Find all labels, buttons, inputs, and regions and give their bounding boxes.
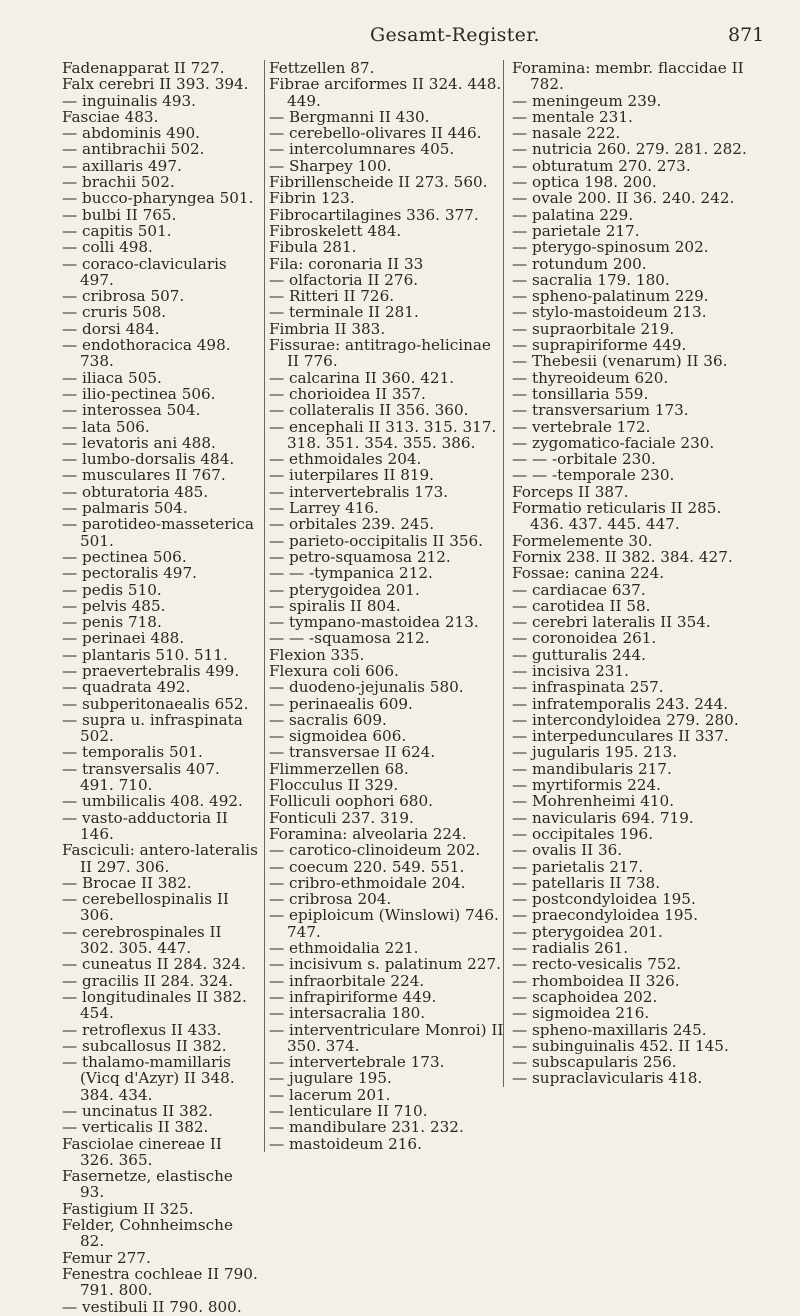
index-entry: Fettzellen 87.: [269, 59, 375, 77]
index-entry: — lenticulare II 710.: [269, 1102, 428, 1120]
index-entry: — lumbo-dorsalis 484.: [62, 450, 235, 469]
index-entry: — ilio-pectinea 506.: [62, 384, 216, 403]
index-entry: — pedis 510.: [62, 580, 162, 599]
index-entry: — rotundum 200.: [512, 254, 647, 273]
index-entry: — temporalis 501.: [62, 743, 203, 762]
index-entry: Fibrillenscheide II 273. 560.: [269, 173, 488, 192]
index-entry: — ethmoidalia 221.: [269, 939, 419, 958]
index-entry: — pectoralis 497.: [62, 564, 197, 583]
index-entry: — intercolumnares 405.: [269, 140, 455, 159]
index-entry: — olfactoria II 276.: [269, 270, 419, 289]
index-entry: — orbitales 239. 245.: [269, 515, 435, 534]
index-entry: — subcallosus II 382.: [62, 1036, 227, 1055]
index-entry: Foramina: membr. flaccidae II 782.: [512, 59, 749, 94]
index-entry: — spheno-maxillaris 245.: [512, 1020, 707, 1039]
index-entry: — nasale 222.: [512, 124, 621, 143]
index-entry: — parietalis 217.: [512, 857, 644, 876]
index-entry: Flocculus II 329.: [269, 776, 399, 795]
index-entry: — transversalis 407. 491. 710.: [62, 759, 225, 795]
index-entry: — praevertebralis 499.: [62, 661, 240, 680]
index-entry: — cribro-ethmoidale 204.: [269, 873, 466, 892]
index-entry: — interventriculare Monroi) II 350. 374.: [269, 1020, 509, 1055]
index-entry: — navicularis 694. 719.: [512, 808, 694, 827]
index-entry: Flimmerzellen 68.: [269, 759, 409, 778]
index-entry: — collateralis II 356. 360.: [269, 401, 469, 420]
index-entry: — tonsillaria 559.: [512, 384, 649, 403]
index-entry: — retroflexus II 433.: [62, 1020, 222, 1039]
index-entry: — — -tympanica 212.: [269, 564, 433, 583]
index-entry: Fasciae 483.: [62, 107, 159, 126]
index-entry: — Bergmanni II 430.: [269, 107, 430, 126]
index-entry: — cribrosa 507.: [62, 287, 185, 306]
index-entry: — lata 506.: [62, 417, 150, 436]
index-entry: — axillaris 497.: [62, 156, 182, 175]
index-entry: — plantaris 510. 511.: [62, 645, 228, 664]
index-entry: — incisivum s. palatinum 227.: [269, 955, 501, 974]
index-entry: — coronoidea 261.: [512, 629, 657, 648]
index-entry: — pelvis 485.: [62, 596, 166, 615]
index-entry: — subperitonaealis 652.: [62, 694, 249, 713]
index-entry: Fibula 281.: [269, 238, 357, 257]
index-entry: Formelemente 30.: [512, 531, 653, 550]
index-entry: — praecondyloidea 195.: [512, 906, 699, 925]
index-entry: — parietale 217.: [512, 221, 640, 240]
index-entry: — longitudinales II 382. 454.: [62, 987, 252, 1023]
index-entry: — lacerum 201.: [269, 1085, 391, 1104]
index-entry: — sacralia 179. 180.: [512, 270, 670, 289]
index-entry: — Larrey 416.: [269, 499, 379, 518]
index-entry: — cerebri lateralis II 354.: [512, 613, 711, 632]
index-entry: — cuneatus II 284. 324.: [62, 955, 246, 974]
index-entry: — scaphoidea 202.: [512, 987, 658, 1006]
index-column-2: [264, 59, 509, 1153]
index-entry: — subscapularis 256.: [512, 1053, 677, 1072]
page-number: 871: [728, 24, 765, 46]
index-entry: — cerebellospinalis II 306.: [62, 890, 234, 925]
index-entry: — Ritteri II 726.: [269, 287, 395, 306]
index-entry: — quadrata 492.: [62, 678, 191, 697]
index-entry: — intersacralia 180.: [269, 1004, 426, 1023]
index-entry: — intervertebrale 173.: [269, 1053, 445, 1072]
index-entry: — ovalis II 36.: [512, 841, 623, 860]
index-entry: — stylo-mastoideum 213.: [512, 303, 707, 322]
index-entry: — occipitales 196.: [512, 824, 654, 843]
index-entry: — vertebrale 172.: [512, 417, 651, 436]
index-entry: Fibrin 123.: [269, 189, 355, 208]
index-entry: Fasciculi: antero-lateralis II 297. 306.: [62, 841, 263, 876]
index-entry: — duodeno-jejunalis 580.: [269, 678, 464, 697]
index-entry: — encephali II 313. 315. 317. 318. 351. 354. 355. 386.: [269, 417, 502, 452]
index-entry: — palatina 229.: [512, 205, 634, 224]
index-entry: — bulbi II 765.: [62, 205, 177, 224]
index-entry: Fibrocartilagines 336. 377.: [269, 205, 479, 224]
index-entry: — brachii 502.: [62, 173, 175, 192]
index-entry: — mastoideum 216.: [269, 1134, 422, 1153]
index-entry: — parieto-occipitalis II 356.: [269, 531, 484, 550]
index-entry: — infraorbitale 224.: [269, 971, 425, 990]
index-entry: — epiploicum (Winslowi) 746. 747.: [269, 906, 504, 941]
index-entry: — abdominis 490.: [62, 124, 200, 143]
index-entry: — cerebello-olivares II 446.: [269, 124, 482, 143]
index-entry: — thalamo-mamillaris (Vicq d'Azyr) II 348. 384. 434.: [62, 1053, 240, 1104]
index-entry: — subinguinalis 452. II 145.: [512, 1036, 729, 1055]
index-entry: Fadenapparat II 727.: [62, 59, 225, 77]
index-entry: — transversarium 173.: [512, 401, 689, 420]
index-entry: — endothoracica 498. 738.: [62, 336, 236, 371]
index-entry: Formatio reticularis II 285. 436. 437. 445. 447.: [512, 499, 727, 534]
index-entry: — pterygoidea 201.: [269, 580, 420, 599]
index-entry: Fibrae arciformes II 324. 448. 449.: [269, 75, 507, 110]
index-entry: — suprapiriforme 449.: [512, 336, 687, 355]
index-entry: Fonticuli 237. 319.: [269, 808, 414, 827]
index-entry: Fastigium II 325.: [62, 1199, 194, 1218]
index-entry: — mentale 231.: [512, 107, 633, 126]
index-entry: — recto-vesicalis 752.: [512, 955, 682, 974]
index-column-1: [62, 59, 263, 1316]
index-entry: — meningeum 239.: [512, 91, 662, 110]
index-entry: — jugularis 195. 213.: [512, 743, 678, 762]
index-entry: — dorsi 484.: [62, 319, 160, 338]
index-entry: — umbilicalis 408. 492.: [62, 792, 243, 811]
index-entry: — vasto-adductoria II 146.: [62, 808, 233, 843]
index-entry: — infratemporalis 243. 244.: [512, 694, 729, 713]
index-entry: — bucco-pharyngea 501.: [62, 189, 254, 208]
index-entry: — myrtiformis 224.: [512, 776, 661, 795]
index-entry: Falx cerebri II 393. 394.: [62, 75, 249, 94]
index-entry: — chorioidea II 357.: [269, 384, 426, 403]
index-entry: Flexura coli 606.: [269, 661, 399, 680]
index-entry: — coecum 220. 549. 551.: [269, 857, 465, 876]
index-entry: — thyreoideum 620.: [512, 368, 669, 387]
index-entry: — cardiacae 637.: [512, 580, 646, 599]
index-entry: Fissurae: antitrago-helicinae II 776.: [269, 336, 496, 371]
index-entry: — sigmoidea 216.: [512, 1004, 650, 1023]
index-entry: — gutturalis 244.: [512, 645, 646, 664]
index-entry: — pectinea 506.: [62, 547, 187, 566]
index-entry: — Thebesii (venarum) II 36.: [512, 352, 728, 371]
index-entry: Fasernetze, elastische 93.: [62, 1167, 238, 1202]
index-entry: — obturatum 270. 273.: [512, 156, 691, 175]
index-entry: — supraclavicularis 418.: [512, 1069, 703, 1088]
index-entry: Forceps II 387.: [512, 482, 629, 501]
index-entry: — antibrachii 502.: [62, 140, 205, 159]
index-entry: — — -squamosa 212.: [269, 629, 430, 648]
index-entry: — obturatoria 485.: [62, 482, 209, 501]
index-entry: Fenestra cochleae II 790. 791. 800.: [62, 1264, 263, 1300]
index-entry: — spiralis II 804.: [269, 596, 401, 615]
index-entry: — radialis 261.: [512, 939, 629, 958]
index-entry: — supra u. infraspinata 502.: [62, 710, 248, 746]
index-entry: — pterygoidea 201.: [512, 922, 663, 941]
index-entry: — ovale 200. II 36. 240. 242.: [512, 189, 735, 208]
index-entry: — supraorbitale 219.: [512, 319, 675, 338]
index-entry: Fornix 238. II 382. 384. 427.: [512, 547, 733, 566]
index-entry: — — -temporale 230.: [512, 466, 675, 485]
index-entry: — verticalis II 382.: [62, 1118, 209, 1137]
index-entry: Folliculi oophori 680.: [269, 792, 433, 811]
index-entry: Felder, Cohnheimsche 82.: [62, 1216, 238, 1251]
index-entry: Fimbria II 383.: [269, 319, 386, 338]
index-entry: — infrapiriforme 449.: [269, 987, 437, 1006]
index-entry: — penis 718.: [62, 613, 162, 632]
index-entry: Femur 277.: [62, 1248, 151, 1267]
index-entry: — jugulare 195.: [269, 1069, 392, 1088]
index-entry: — palmaris 504.: [62, 499, 188, 518]
index-entry: Fibroskelett 484.: [269, 221, 402, 240]
index-entry: — ethmoidales 204.: [269, 450, 422, 469]
index-entry: — interpedunculares II 337.: [512, 727, 729, 746]
page-title: Gesamt-Register.: [370, 24, 540, 46]
index-entry: — optica 198. 200.: [512, 173, 657, 192]
index-entry: — uncinatus II 382.: [62, 1102, 213, 1120]
index-entry: — incisiva 231.: [512, 661, 629, 680]
index-entry: — vestibuli II 790. 800.: [62, 1297, 242, 1316]
index-entry: — terminale II 281.: [269, 303, 419, 322]
index-entry: — carotico-clinoideum 202.: [269, 841, 481, 860]
index-entry: — carotidea II 58.: [512, 596, 651, 615]
index-entry: — intervertebralis 173.: [269, 482, 449, 501]
index-entry: — cerebrospinales II 302. 305. 447.: [62, 922, 227, 958]
index-entry: — Brocae II 382.: [62, 873, 192, 892]
index-entry: — Sharpey 100.: [269, 156, 392, 175]
index-entry: — intercondyloidea 279. 280.: [512, 710, 739, 729]
index-entry: — rhomboidea II 326.: [512, 971, 680, 990]
index-entry: Fasciolae cinereae II 326. 365.: [62, 1134, 227, 1169]
index-entry: — pterygo-spinosum 202.: [512, 238, 709, 257]
index-entry: Foramina: alveolaria 224.: [269, 824, 467, 843]
index-entry: Flexion 335.: [269, 645, 365, 664]
index-entry: — levatoris ani 488.: [62, 433, 216, 452]
index-entry: — perinaei 488.: [62, 629, 185, 648]
index-entry: Fila: coronaria II 33: [269, 254, 424, 273]
index-entry: — Mohrenheimi 410.: [512, 792, 675, 811]
index-entry: — iliaca 505.: [62, 368, 162, 387]
index-entry: — mandibularis 217.: [512, 759, 672, 778]
index-entry: — perinaealis 609.: [269, 694, 413, 713]
index-entry: — coraco-clavicularis 497.: [62, 254, 232, 289]
index-entry: — sacralis 609.: [269, 710, 387, 729]
index-entry: — — -orbitale 230.: [512, 450, 656, 469]
index-entry: — cribrosa 204.: [269, 890, 392, 909]
index-column-3: [503, 60, 752, 1087]
index-entry: — transversae II 624.: [269, 743, 436, 762]
index-entry: — parotideo-masseterica 501.: [62, 515, 259, 550]
index-entry: — zygomatico-faciale 230.: [512, 433, 715, 452]
index-entry: — spheno-palatinum 229.: [512, 287, 709, 306]
index-entry: — musculares II 767.: [62, 466, 226, 485]
index-entry: — calcarina II 360. 421.: [269, 368, 455, 387]
index-entry: — nutricia 260. 279. 281. 282.: [512, 140, 747, 159]
index-entry: — inguinalis 493.: [62, 91, 197, 110]
index-entry: — tympano-mastoidea 213.: [269, 613, 479, 632]
index-entry: — petro-squamosa 212.: [269, 547, 451, 566]
index-entry: — cruris 508.: [62, 303, 167, 322]
index-entry: — colli 498.: [62, 238, 153, 257]
index-entry: — mandibulare 231. 232.: [269, 1118, 464, 1137]
index-entry: — sigmoidea 606.: [269, 727, 407, 746]
index-entry: — patellaris II 738.: [512, 873, 661, 892]
index-entry: — capitis 501.: [62, 221, 172, 240]
index-entry: — gracilis II 284. 324.: [62, 971, 234, 990]
index-entry: — interossea 504.: [62, 401, 201, 420]
index-entry: — postcondyloidea 195.: [512, 890, 696, 909]
index-entry: Fossae: canina 224.: [512, 564, 665, 583]
page-header: [0, 22, 800, 52]
index-entry: — infraspinata 257.: [512, 678, 664, 697]
index-entry: — iuterpilares II 819.: [269, 466, 435, 485]
